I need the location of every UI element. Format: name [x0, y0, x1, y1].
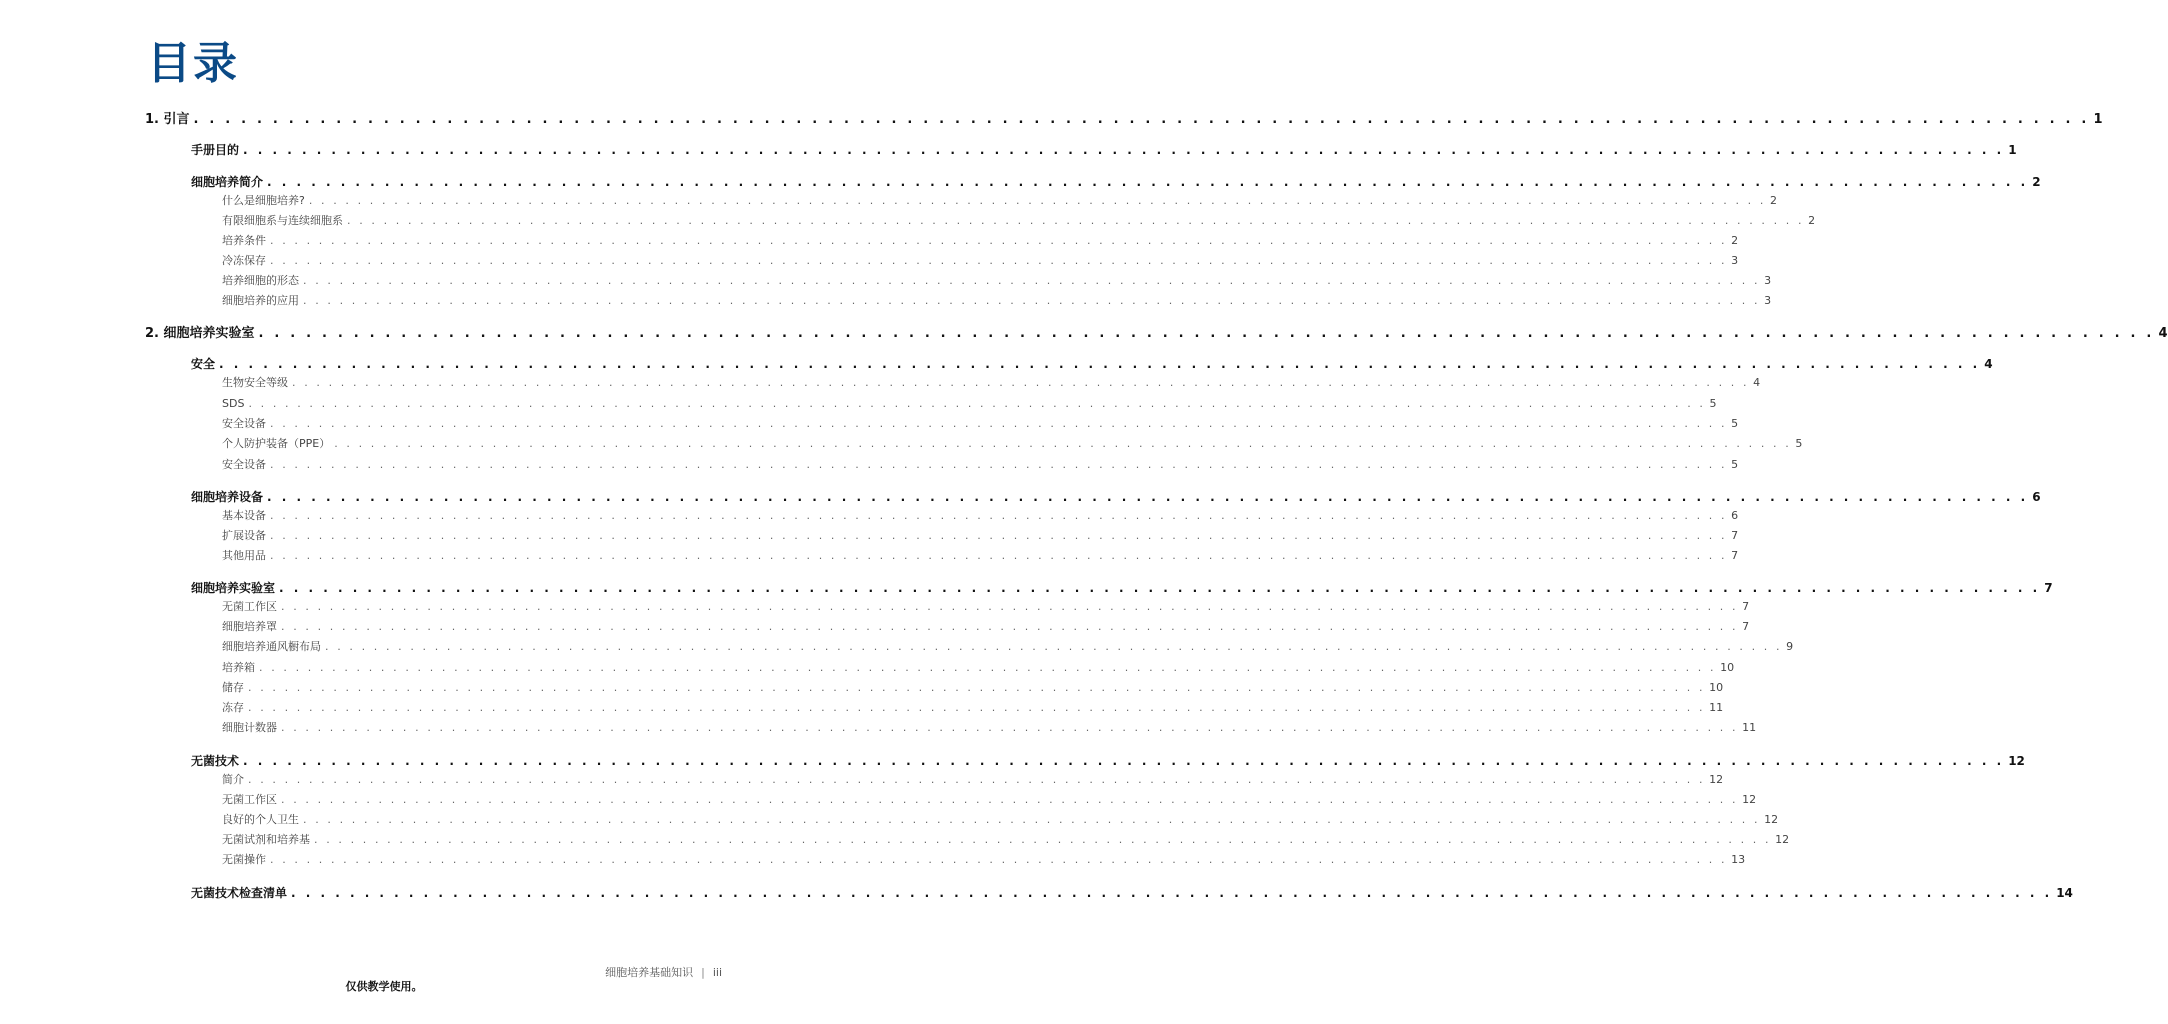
toc-entry-label: 个人防护装备（PPE）	[222, 437, 331, 450]
toc-entry-level-3[interactable]	[222, 456, 1739, 474]
dot-leader: . . . . . . . . . . . . . . . . . . . . . . . . . . . . . . . . . . . . . . . . . . . . . . . . . . . . . . . . . . . . . . . . . . . . . . . . . . . . . . . . . . . . . . . . . . . . . . . . . . . . . . . . . . . . . . . . . . . . . . . .	[258, 326, 2155, 341]
toc-entry-level-2[interactable]	[191, 751, 2025, 771]
toc-entry-level-3[interactable]	[222, 598, 1750, 616]
dot-leader: . . . . . . . . . . . . . . . . . . . . . . . . . . . . . . . . . . . . . . . . . . . . . . . . . . . . . . . . . . . . . . . . . . . . . . . . . . . . . . . . . . . . . . . . . . . . . . . . . . . . . . . . . . . . . . . . . . . . . . . .	[248, 397, 1706, 410]
toc-entry-page-number: 2	[1808, 214, 1816, 227]
dot-leader: . . . . . . . . . . . . . . . . . . . . . . . . . . . . . . . . . . . . . . . . . . . . . . . . . . . . . . . . . . . . . . . . . . . . . . . . . . . . . . . . . . . . . . . . . . . . . . . . . . . . . . . . . . . . . . . . . . . . . . . .	[279, 581, 2041, 595]
dot-leader: . . . . . . . . . . . . . . . . . . . . . . . . . . . . . . . . . . . . . . . . . . . . . . . . . . . . . . . . . . . . . . . . . . . . . . . . . . . . . . . . . . . . . . . . . . . . . . . . . . . . . . . . . . . . . . . . . . . . . . . .	[334, 437, 1792, 450]
toc-entry-label: 2. 细胞培养实验室	[145, 326, 255, 341]
toc-entry-level-2[interactable]	[191, 140, 2017, 160]
dot-leader: . . . . . . . . . . . . . . . . . . . . . . . . . . . . . . . . . . . . . . . . . . . . . . . . . . . . . . . . . . . . . . . . . . . . . . . . . . . . . . . . . . . . . . . . . . . . . . . . . . . . . . . . . . . . . . . . . . . . . . . .	[219, 357, 1981, 371]
toc-entry-label: 细胞培养通风橱布局	[222, 640, 321, 653]
toc-entry-level-3[interactable]	[222, 395, 1717, 413]
toc-entry-label: 储存	[222, 681, 244, 694]
toc-entry-page-number: 7	[1731, 549, 1739, 562]
toc-entry-label: 细胞计数器	[222, 721, 277, 734]
dot-leader: . . . . . . . . . . . . . . . . . . . . . . . . . . . . . . . . . . . . . . . . . . . . . . . . . . . . . . . . . . . . . . . . . . . . . . . . . . . . . . . . . . . . . . . . . . . . . . . . . . . . . . . . . . . . . . . . . . . . . . . .	[267, 175, 2029, 189]
toc-entry-page-number: 7	[1742, 600, 1750, 613]
toc-entry-page-number: 3	[1731, 254, 1739, 267]
dot-leader: . . . . . . . . . . . . . . . . . . . . . . . . . . . . . . . . . . . . . . . . . . . . . . . . . . . . . . . . . . . . . . . . . . . . . . . . . . . . . . . . . . . . . . . . . . . . . . . . . . . . . . . . . . . . . . . . . . . . . . . .	[270, 254, 1728, 267]
dot-leader: . . . . . . . . . . . . . . . . . . . . . . . . . . . . . . . . . . . . . . . . . . . . . . . . . . . . . . . . . . . . . . . . . . . . . . . . . . . . . . . . . . . . . . . . . . . . . . . . . . . . . . . . . . . . . . . . . . . . . . . .	[303, 294, 1761, 307]
toc-entry-level-3[interactable]	[222, 435, 1803, 453]
toc-entry-page-number: 1	[2093, 112, 2103, 127]
toc-entry-label: 安全设备	[222, 417, 266, 430]
toc-entry-page-number: 3	[1764, 294, 1772, 307]
toc-entry-page-number: 6	[1731, 509, 1739, 522]
toc-entry-level-3[interactable]	[222, 374, 1761, 392]
toc-entry-level-3[interactable]	[222, 659, 1735, 677]
dot-leader: . . . . . . . . . . . . . . . . . . . . . . . . . . . . . . . . . . . . . . . . . . . . . . . . . . . . . . . . . . . . . . . . . . . . . . . . . . . . . . . . . . . . . . . . . . . . . . . . . . . . . . . . . . . . . . . . . . . . . . . .	[243, 754, 2005, 768]
dot-leader: . . . . . . . . . . . . . . . . . . . . . . . . . . . . . . . . . . . . . . . . . . . . . . . . . . . . . . . . . . . . . . . . . . . . . . . . . . . . . . . . . . . . . . . . . . . . . . . . . . . . . . . . . . . . . . . . . . . . . . . .	[270, 853, 1728, 866]
dot-leader: . . . . . . . . . . . . . . . . . . . . . . . . . . . . . . . . . . . . . . . . . . . . . . . . . . . . . . . . . . . . . . . . . . . . . . . . . . . . . . . . . . . . . . . . . . . . . . . . . . . . . . . . . . . . . . . . . . . . . . . .	[270, 549, 1728, 562]
dot-leader: . . . . . . . . . . . . . . . . . . . . . . . . . . . . . . . . . . . . . . . . . . . . . . . . . . . . . . . . . . . . . . . . . . . . . . . . . . . . . . . . . . . . . . . . . . . . . . . . . . . . . . . . . . . . . . . . . . . . . . . .	[291, 886, 2053, 900]
toc-entry-level-2[interactable]	[191, 883, 2073, 903]
toc-entry-page-number: 6	[2032, 490, 2041, 504]
toc-entry-label: 安全	[191, 357, 216, 371]
toc-entry-page-number: 11	[1709, 701, 1724, 714]
toc-entry-label: 有限细胞系与连续细胞系	[222, 214, 343, 227]
toc-entry-page-number: 7	[1742, 620, 1750, 633]
toc-entry-page-number: 12	[1775, 833, 1790, 846]
toc-entry-label: 细胞培养设备	[191, 490, 264, 504]
toc-entry-level-3[interactable]	[222, 771, 1724, 789]
dot-leader: . . . . . . . . . . . . . . . . . . . . . . . . . . . . . . . . . . . . . . . . . . . . . . . . . . . . . . . . . . . . . . . . . . . . . . . . . . . . . . . . . . . . . . . . . . . . . . . . . . . . . . . . . . . . . . . . . . . . . . . .	[281, 600, 1739, 613]
dot-leader: . . . . . . . . . . . . . . . . . . . . . . . . . . . . . . . . . . . . . . . . . . . . . . . . . . . . . . . . . . . . . . . . . . . . . . . . . . . . . . . . . . . . . . . . . . . . . . . . . . . . . . . . . . . . . . . . . . . . . . . .	[259, 661, 1717, 674]
toc-entry-level-3[interactable]	[222, 791, 1757, 809]
toc-entry-page-number: 5	[1709, 397, 1717, 410]
toc-entry-label: 良好的个人卫生	[222, 813, 299, 826]
dot-leader: . . . . . . . . . . . . . . . . . . . . . . . . . . . . . . . . . . . . . . . . . . . . . . . . . . . . . . . . . . . . . . . . . . . . . . . . . . . . . . . . . . . . . . . . . . . . . . . . . . . . . . . . . . . . . . . . . . . . . . . .	[248, 773, 1706, 786]
toc-entry-page-number: 9	[1786, 640, 1794, 653]
toc-entry-label: 无菌操作	[222, 853, 266, 866]
toc-entry-label: 无菌试剂和培养基	[222, 833, 310, 846]
toc-entry-level-3[interactable]	[222, 232, 1739, 250]
toc-entry-level-3[interactable]	[222, 638, 1794, 656]
footer-separator: |	[701, 966, 705, 979]
toc-entry-level-3[interactable]	[222, 507, 1739, 525]
toc-entry-page-number: 10	[1709, 681, 1724, 694]
toc-entry-label: 细胞培养简介	[191, 175, 264, 189]
toc-entry-page-number: 3	[1764, 274, 1772, 287]
toc-entry-label: 安全设备	[222, 458, 266, 471]
usage-notice: 仅供教学使用。	[345, 980, 423, 993]
dot-leader: . . . . . . . . . . . . . . . . . . . . . . . . . . . . . . . . . . . . . . . . . . . . . . . . . . . . . . . . . . . . . . . . . . . . . . . . . . . . . . . . . . . . . . . . . . . . . . . . . . . . . . . . . . . . . . . . . . . . . . . .	[281, 620, 1739, 633]
toc-entry-label: 基本设备	[222, 509, 266, 522]
toc-entry-level-1[interactable]	[145, 324, 2168, 344]
toc-entry-page-number: 4	[1753, 376, 1761, 389]
toc-entry-label: 培养细胞的形态	[222, 274, 299, 287]
toc-entry-level-3[interactable]	[222, 618, 1750, 636]
toc-entry-level-3[interactable]	[222, 719, 1757, 737]
toc-entry-label: 冻存	[222, 701, 244, 714]
toc-entry-label: 无菌技术检查清单	[191, 886, 288, 900]
toc-entry-label: 冷冻保存	[222, 254, 266, 267]
toc-entry-page-number: 2	[1769, 194, 1777, 207]
toc-entry-page-number: 12	[1764, 813, 1779, 826]
toc-entry-label: 无菌工作区	[222, 600, 277, 613]
dot-leader: . . . . . . . . . . . . . . . . . . . . . . . . . . . . . . . . . . . . . . . . . . . . . . . . . . . . . . . . . . . . . . . . . . . . . . . . . . . . . . . . . . . . . . . . . . . . . . . . . . . . . . . . . . . . . . . . . . . . . . . .	[267, 490, 2029, 504]
toc-entry-page-number: 10	[1720, 661, 1735, 674]
toc-entry-page-number: 11	[1742, 721, 1757, 734]
dot-leader: . . . . . . . . . . . . . . . . . . . . . . . . . . . . . . . . . . . . . . . . . . . . . . . . . . . . . . . . . . . . . . . . . . . . . . . . . . . . . . . . . . . . . . . . . . . . . . . . . . . . . . . . . . . . . . . . . . . . . . . .	[281, 793, 1739, 806]
toc-entry-level-2[interactable]	[191, 354, 1993, 374]
dot-leader: . . . . . . . . . . . . . . . . . . . . . . . . . . . . . . . . . . . . . . . . . . . . . . . . . . . . . . . . . . . . . . . . . . . . . . . . . . . . . . . . . . . . . . . . . . . . . . . . . . . . . . . . . . . . . . . . . . . . . . . .	[325, 640, 1783, 653]
dot-leader: . . . . . . . . . . . . . . . . . . . . . . . . . . . . . . . . . . . . . . . . . . . . . . . . . . . . . . . . . . . . . . . . . . . . . . . . . . . . . . . . . . . . . . . . . . . . . . . . . . . . . . . . . . . . . . . . . . . . . . . .	[281, 721, 1739, 734]
toc-entry-label: 简介	[222, 773, 244, 786]
toc-entry-level-3[interactable]	[222, 272, 1772, 290]
dot-leader: . . . . . . . . . . . . . . . . . . . . . . . . . . . . . . . . . . . . . . . . . . . . . . . . . . . . . . . . . . . . . . . . . . . . . . . . . . . . . . . . . . . . . . . . . . . . . . . . . . . . . . . . . . . . . . . . . . . . . . . .	[270, 509, 1728, 522]
dot-leader: . . . . . . . . . . . . . . . . . . . . . . . . . . . . . . . . . . . . . . . . . . . . . . . . . . . . . . . . . . . . . . . . . . . . . . . . . . . . . . . . . . . . . . . . . . . . . . . . . . . . . . . . . . . . . . . . . . . . . . . .	[303, 813, 1761, 826]
dot-leader: . . . . . . . . . . . . . . . . . . . . . . . . . . . . . . . . . . . . . . . . . . . . . . . . . . . . . . . . . . . . . . . . . . . . . . . . . . . . . . . . . . . . . . . . . . . . . . . . . . . . . . . . . . . . . . . . . . . . . . . .	[292, 376, 1750, 389]
footer-book-title: 细胞培养基础知识	[605, 966, 694, 979]
toc-entry-label: 1. 引言	[145, 112, 190, 127]
toc-entry-page-number: 4	[1984, 357, 1993, 371]
toc-entry-level-2[interactable]	[191, 578, 2053, 598]
dot-leader: . . . . . . . . . . . . . . . . . . . . . . . . . . . . . . . . . . . . . . . . . . . . . . . . . . . . . . . . . . . . . . . . . . . . . . . . . . . . . . . . . . . . . . . . . . . . . . . . . . . . . . . . . . . . . . . . . . . . . . . .	[243, 143, 2005, 157]
page-title: 目录	[147, 38, 239, 89]
toc-entry-level-2[interactable]	[191, 172, 2041, 192]
toc-entry-label: 扩展设备	[222, 529, 266, 542]
toc-entry-page-number: 5	[1795, 437, 1803, 450]
toc-entry-page-number: 13	[1731, 853, 1746, 866]
toc-entry-level-3[interactable]	[222, 851, 1746, 869]
toc-entry-level-1[interactable]	[145, 110, 2103, 130]
toc-entry-label: 培养箱	[222, 661, 255, 674]
dot-leader: . . . . . . . . . . . . . . . . . . . . . . . . . . . . . . . . . . . . . . . . . . . . . . . . . . . . . . . . . . . . . . . . . . . . . . . . . . . . . . . . . . . . . . . . . . . . . . . . . . . . . . . . . . . . . . . . . . . . . . . .	[270, 458, 1728, 471]
toc-entry-page-number: 14	[2056, 886, 2073, 900]
toc-entry-label: 什么是细胞培养?	[222, 194, 305, 207]
dot-leader: . . . . . . . . . . . . . . . . . . . . . . . . . . . . . . . . . . . . . . . . . . . . . . . . . . . . . . . . . . . . . . . . . . . . . . . . . . . . . . . . . . . . . . . . . . . . . . . . . . . . . . . . . . . . . . . . . . . . . . . .	[270, 234, 1728, 247]
toc-entry-page-number: 2	[1731, 234, 1739, 247]
toc-entry-level-3[interactable]	[222, 192, 1777, 210]
dot-leader: . . . . . . . . . . . . . . . . . . . . . . . . . . . . . . . . . . . . . . . . . . . . . . . . . . . . . . . . . . . . . . . . . . . . . . . . . . . . . . . . . . . . . . . . . . . . . . . . . . . . . . . . . . . . . . . . . . . . . . . .	[270, 417, 1728, 430]
toc-entry-page-number: 5	[1731, 458, 1739, 471]
toc-entry-page-number: 12	[1709, 773, 1724, 786]
toc-entry-level-3[interactable]	[222, 212, 1816, 230]
toc-entry-level-3[interactable]	[222, 699, 1724, 717]
toc-entry-level-3[interactable]	[222, 811, 1779, 829]
toc-entry-level-3[interactable]	[222, 547, 1739, 565]
toc-entry-label: SDS	[222, 397, 245, 410]
toc-entry-page-number: 5	[1731, 417, 1739, 430]
toc-entry-level-3[interactable]	[222, 679, 1724, 697]
toc-entry-page-number: 12	[1742, 793, 1757, 806]
dot-leader: . . . . . . . . . . . . . . . . . . . . . . . . . . . . . . . . . . . . . . . . . . . . . . . . . . . . . . . . . . . . . . . . . . . . . . . . . . . . . . . . . . . . . . . . . . . . . . . . . . . . . . . . . . . . . . . . . . . . . . . .	[193, 112, 2090, 127]
toc-entry-label: 细胞培养罩	[222, 620, 277, 633]
toc-entry-page-number: 2	[2032, 175, 2041, 189]
toc-entry-label: 生物安全等级	[222, 376, 288, 389]
footer-page-number: iii	[712, 966, 722, 979]
toc-entry-level-3[interactable]	[222, 831, 1790, 849]
toc-entry-page-number: 7	[1731, 529, 1739, 542]
toc-entry-level-3[interactable]	[222, 252, 1739, 270]
toc-entry-label: 细胞培养的应用	[222, 294, 299, 307]
toc-entry-level-3[interactable]	[222, 415, 1739, 433]
toc-entry-level-3[interactable]	[222, 527, 1739, 545]
toc-entry-label: 其他用品	[222, 549, 266, 562]
toc-entry-label: 无菌工作区	[222, 793, 277, 806]
toc-entry-page-number: 7	[2044, 581, 2053, 595]
toc-entry-page-number: 12	[2008, 754, 2025, 768]
toc-entry-label: 手册目的	[191, 143, 240, 157]
toc-entry-level-3[interactable]	[222, 292, 1772, 310]
dot-leader: . . . . . . . . . . . . . . . . . . . . . . . . . . . . . . . . . . . . . . . . . . . . . . . . . . . . . . . . . . . . . . . . . . . . . . . . . . . . . . . . . . . . . . . . . . . . . . . . . . . . . . . . . . . . . . . . . . . . . . . .	[270, 529, 1728, 542]
dot-leader: . . . . . . . . . . . . . . . . . . . . . . . . . . . . . . . . . . . . . . . . . . . . . . . . . . . . . . . . . . . . . . . . . . . . . . . . . . . . . . . . . . . . . . . . . . . . . . . . . . . . . . . . . . . . . . . . . . . . . . . .	[303, 274, 1761, 287]
dot-leader: . . . . . . . . . . . . . . . . . . . . . . . . . . . . . . . . . . . . . . . . . . . . . . . . . . . . . . . . . . . . . . . . . . . . . . . . . . . . . . . . . . . . . . . . . . . . . . . . . . . . . . . . . . . . . . . . . . . . . . . .	[248, 681, 1706, 694]
dot-leader: . . . . . . . . . . . . . . . . . . . . . . . . . . . . . . . . . . . . . . . . . . . . . . . . . . . . . . . . . . . . . . . . . . . . . . . . . . . . . . . . . . . . . . . . . . . . . . . . . . . . . . . . . . . . . . . . . . . . . . . .	[248, 701, 1706, 714]
dot-leader: . . . . . . . . . . . . . . . . . . . . . . . . . . . . . . . . . . . . . . . . . . . . . . . . . . . . . . . . . . . . . . . . . . . . . . . . . . . . . . . . . . . . . . . . . . . . . . . . . . . . . . . . . . . . . . . . . . . . . . . .	[314, 833, 1772, 846]
dot-leader: . . . . . . . . . . . . . . . . . . . . . . . . . . . . . . . . . . . . . . . . . . . . . . . . . . . . . . . . . . . . . . . . . . . . . . . . . . . . . . . . . . . . . . . . . . . . . . . . . . . . . . . . . . . . . . . . . . . . . . . .	[347, 214, 1805, 227]
dot-leader: . . . . . . . . . . . . . . . . . . . . . . . . . . . . . . . . . . . . . . . . . . . . . . . . . . . . . . . . . . . . . . . . . . . . . . . . . . . . . . . . . . . . . . . . . . . . . . . . . . . . . . . . . . . . . . . . . . . . . . . .	[308, 194, 1766, 207]
toc-entry-page-number: 1	[2008, 143, 2017, 157]
toc-entry-label: 细胞培养实验室	[191, 581, 276, 595]
toc-entry-page-number: 4	[2158, 326, 2168, 341]
toc-entry-label: 无菌技术	[191, 754, 240, 768]
toc-entry-level-2[interactable]	[191, 487, 2041, 507]
toc-entry-label: 培养条件	[222, 234, 266, 247]
